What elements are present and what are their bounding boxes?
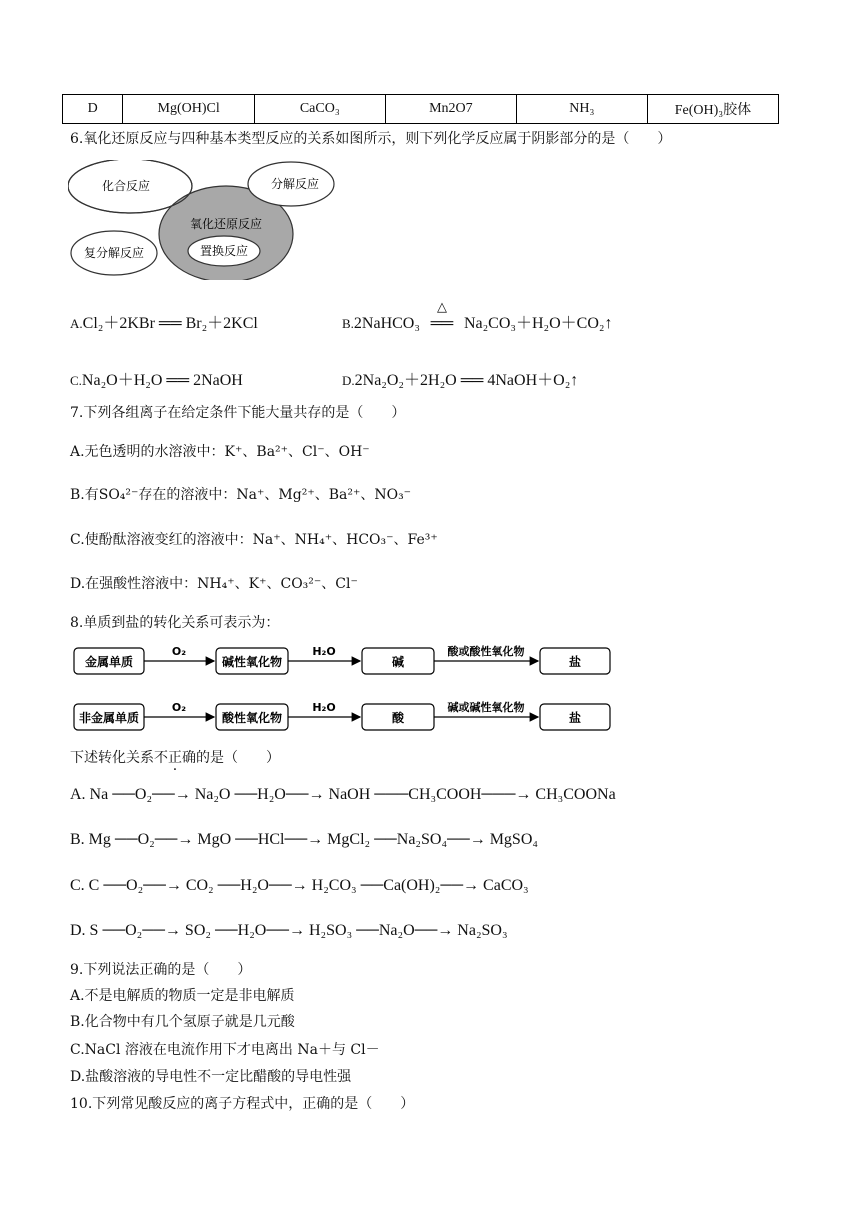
flow-arrow-label: H₂O <box>312 701 336 714</box>
emphasis-not-correct: 不正确 <box>154 750 196 766</box>
flow-box-label: 盐 <box>568 655 582 669</box>
table-cell: Mg(OH)Cl <box>123 95 254 124</box>
question-9-option-d: D.盐酸溶液的导电性不一定比醋酸的导电性强 <box>70 1069 352 1085</box>
question-7-option-a: A.无色透明的水溶液中：K⁺、Ba²⁺、Cl⁻、OH⁻ <box>70 444 370 460</box>
question-8-subquestion: 下述转化关系不正确的是（ ） <box>70 750 280 766</box>
table-cell: Fe(OH)₃胶体 <box>647 95 778 124</box>
decomposition-label: 分解反应 <box>270 177 320 191</box>
table-cell: NH₃ <box>516 95 647 124</box>
flow-arrow-label: 酸或酸性氧化物 <box>447 645 525 658</box>
table-row <box>63 95 779 124</box>
question-6-option-d: D.2Na₂O₂＋2H₂O ══ 4NaOH＋O₂↑ <box>342 372 579 389</box>
conversion-flowchart <box>72 640 617 740</box>
heat-symbol: △ <box>436 299 447 314</box>
question-8-stem: 8.单质到盐的转化关系可表示为： <box>70 615 280 631</box>
double-decomposition-label: 复分解反应 <box>83 246 145 260</box>
flow-box-label: 盐 <box>568 711 582 725</box>
flow-arrow-label: 碱或碱性氧化物 <box>447 701 525 714</box>
table-cell: Mn2O7 <box>385 95 516 124</box>
flow-box-label: 碱性氧化物 <box>221 655 283 669</box>
table-cell: CaCO₃ <box>254 95 385 124</box>
question-7-option-b: B.有SO₄²⁻存在的溶液中：Na⁺、Mg²⁺、Ba²⁺、NO₃⁻ <box>70 487 412 503</box>
flow-box-label: 酸性氧化物 <box>221 711 283 725</box>
question-7-option-c: C.使酚酞溶液变红的溶液中：Na⁺、NH₄⁺、HCO₃⁻、Fe³⁺ <box>70 532 438 548</box>
question-8-option-a: A. Na ──O₂──→ Na₂O ──H₂O──→ NaOH ───CH₃COOH───→ CH₃COONa <box>70 786 616 803</box>
flow-arrow-label: O₂ <box>171 701 187 714</box>
question-9-stem: 9.下列说法正确的是（ ） <box>70 962 252 978</box>
question-7-option-d: D.在强酸性溶液中：NH₄⁺、K⁺、CO₃²⁻、Cl⁻ <box>70 576 358 592</box>
question-6-stem: 6.氧化还原反应与四种基本类型反应的关系如图所示，则下列化学反应属于阴影部分的是（ ） <box>70 131 672 147</box>
question-8-option-b: B. Mg ──O₂──→ MgO ──HCl──→ MgCl₂ ──Na₂SO₄──→ MgSO₄ <box>70 831 538 848</box>
replacement-label: 置换反应 <box>199 244 249 258</box>
combination-label: 化合反应 <box>101 179 151 193</box>
flow-box-label: 酸 <box>391 711 405 725</box>
question-7-stem: 7.下列各组离子在给定条件下能大量共存的是（ ） <box>70 405 406 421</box>
table-cell: D <box>63 95 123 124</box>
flow-arrow-label: O₂ <box>171 645 187 658</box>
question-6-option-b: B.2NaHCO₃ △ ══ Na₂CO₃＋H₂O＋CO₂↑ <box>342 299 613 332</box>
flow-arrow-label: H₂O <box>312 645 336 658</box>
question-8-option-d: D. S ──O₂──→ SO₂ ──H₂O──→ H₂SO₃ ──Na₂O──→ Na₂SO₃ <box>70 922 508 939</box>
reaction-venn-diagram <box>68 160 368 280</box>
question-9-option-a: A.不是电解质的物质一定是非电解质 <box>70 988 295 1004</box>
question-9-option-c: C.NaCl 溶液在电流作用下才电离出 Na＋与 Cl－ <box>70 1042 380 1058</box>
flow-box-label: 非金属单质 <box>78 711 140 725</box>
flow-box-label: 金属单质 <box>84 655 134 669</box>
redox-label: 氧化还原反应 <box>189 217 263 231</box>
question-6-option-c: C.Na₂O＋H₂O ══ 2NaOH <box>70 372 243 389</box>
question-8-option-c: C. C ──O₂──→ CO₂ ──H₂O──→ H₂CO₃ ──Ca(OH)₂──→ CaCO₃ <box>70 877 529 894</box>
flow-box-label: 碱 <box>391 655 405 669</box>
classification-table <box>62 94 779 124</box>
question-9-option-b: B.化合物中有几个氢原子就是几元酸 <box>70 1014 295 1030</box>
question-10-stem: 10.下列常见酸反应的离子方程式中，正确的是（ ） <box>70 1096 415 1112</box>
question-6-option-a: A.Cl₂＋2KBr ══ Br₂＋2KCl <box>70 315 258 332</box>
